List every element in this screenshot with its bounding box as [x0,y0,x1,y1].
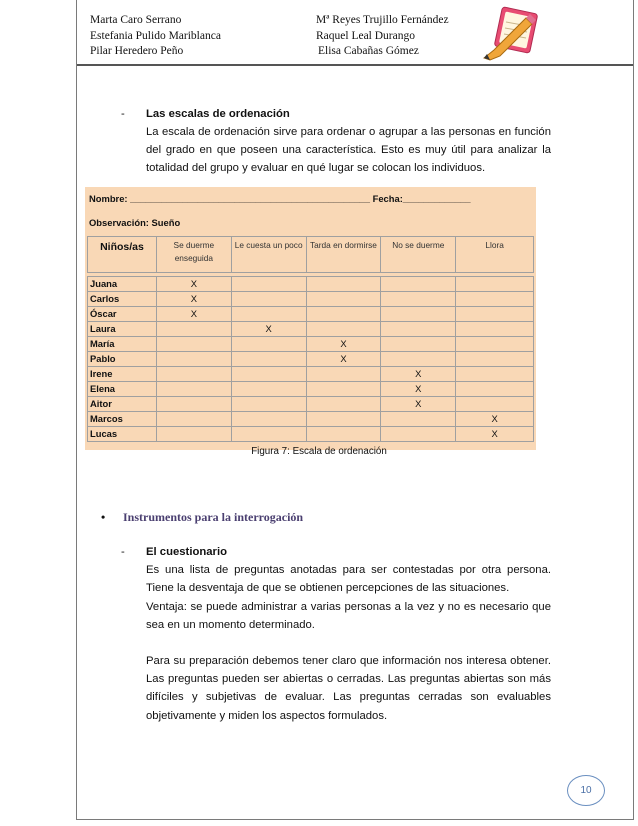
mark-cell [456,382,534,397]
section-paragraph: Es una lista de preguntas anotadas para ser contestadas por otra persona. Tiene la desventaja de que se obtienen percepciones de las situaciones. [146,564,551,595]
rating-scale-table [87,236,534,442]
mark-cell [381,352,456,367]
table-row [88,367,534,382]
mark-cell [156,337,231,352]
header-rule [77,64,633,66]
section-paragraph: Ventaja: se puede administrar a varias personas a la vez y no es necesario que sea en un momento determinado. [146,600,551,631]
mark-cell [381,277,456,292]
table-row [88,322,534,337]
mark-cell: X [156,307,231,322]
mark-cell [306,382,381,397]
mark-cell [231,367,306,382]
mark-cell [231,307,306,322]
mark-cell [381,337,456,352]
column-header: Llora [456,237,534,273]
mark-cell: X [306,352,381,367]
column-header: Le cuesta un poco [231,237,306,273]
child-name: Pablo [88,352,157,367]
mark-cell [231,337,306,352]
section-title: El cuestionario [146,546,227,558]
author-name: Pilar Heredero Peño [90,45,184,57]
section-heading: Instrumentos para la interrogación [123,510,304,524]
list-dash: - [121,108,125,120]
section-questionnaire [121,543,551,725]
section-scales [121,105,551,177]
mark-cell [456,367,534,382]
child-name: Aitor [88,397,157,412]
child-name: Lucas [88,427,157,442]
mark-cell [456,277,534,292]
table-row [88,382,534,397]
column-header: No se duerme [381,237,456,273]
mark-cell [231,412,306,427]
mark-cell [381,412,456,427]
section-title: Las escalas de ordenación [146,108,290,120]
child-name: Marcos [88,412,157,427]
mark-cell [231,292,306,307]
table-row [88,397,534,412]
mark-cell [306,322,381,337]
mark-cell [231,397,306,412]
name-date-line: Nombre: ______________________________________________ Fecha:_____________ [89,193,471,204]
author-name: Marta Caro Serrano [90,14,182,26]
mark-cell [456,397,534,412]
bullet-icon: • [101,510,106,524]
table-row [88,292,534,307]
mark-cell: X [231,322,306,337]
child-name: Carlos [88,292,157,307]
mark-cell: X [381,382,456,397]
mark-cell: X [456,412,534,427]
mark-cell [231,427,306,442]
mark-cell [156,322,231,337]
child-name: Óscar [88,307,157,322]
mark-cell [456,307,534,322]
mark-cell [231,382,306,397]
observation-title: Observación: Sueño [89,217,181,228]
mark-cell [381,292,456,307]
mark-cell [381,427,456,442]
mark-cell [306,367,381,382]
mark-cell [456,337,534,352]
mark-cell [306,307,381,322]
mark-cell [156,412,231,427]
column-header: Tarda en dormirse [306,237,381,273]
table-row [88,307,534,322]
figure-caption: Figura 7: Escala de ordenación [251,446,387,457]
author-name: Raquel Leal Durango [316,29,415,42]
mark-cell [306,277,381,292]
child-name: Juana [88,277,157,292]
table-row [88,412,534,427]
mark-cell [156,427,231,442]
mark-cell: X [306,337,381,352]
table-row [88,352,534,367]
mark-cell: X [156,292,231,307]
author-name: Elisa Cabañas Gómez [318,45,419,57]
mark-cell [156,382,231,397]
mark-cell: X [156,277,231,292]
mark-cell [381,307,456,322]
mark-cell: X [381,397,456,412]
author-name: Mª Reyes Trujillo Fernández [316,14,449,26]
child-name: Laura [88,322,157,337]
child-name: Elena [88,382,157,397]
mark-cell [306,412,381,427]
mark-cell [381,322,456,337]
mark-cell [306,427,381,442]
observation-sheet [85,187,536,450]
mark-cell [456,322,534,337]
mark-cell: X [381,367,456,382]
mark-cell [231,352,306,367]
mark-cell [156,352,231,367]
mark-cell [156,397,231,412]
table-row [88,277,534,292]
child-name: Irene [88,367,157,382]
child-name: María [88,337,157,352]
mark-cell [306,292,381,307]
mark-cell [456,292,534,307]
author-name: Estefania Pulido Mariblanca [90,29,221,42]
section-paragraph: Para su preparación debemos tener claro que información nos interesa obtener. Las preguntas pueden ser abiertas o cerradas. Las preguntas abiertas son más difíciles y subjetivas de evaluar. Las preguntas cerradas son evaluables objetivamente y miden los aspectos formulados. [146,655,551,722]
column-header: Se duerme enseguida [156,237,231,273]
list-dash: - [121,546,125,558]
mark-cell: X [456,427,534,442]
table-row [88,427,534,442]
section-paragraph: La escala de ordenación sirve para ordenar o agrupar a las personas en función del grado en que poseen una característica. Esto es muy útil para analizar la totalidad del grupo y evaluar en qué lugar se colocan los individuos. [146,126,551,174]
column-header: Niños/as [88,237,157,273]
mark-cell [231,277,306,292]
page-header [90,13,510,60]
mark-cell [456,352,534,367]
notebook-pencil-icon [478,6,546,62]
mark-cell [306,397,381,412]
table-row [88,337,534,352]
section-instruments [101,510,303,525]
page-number: 10 [567,775,605,806]
mark-cell [156,367,231,382]
